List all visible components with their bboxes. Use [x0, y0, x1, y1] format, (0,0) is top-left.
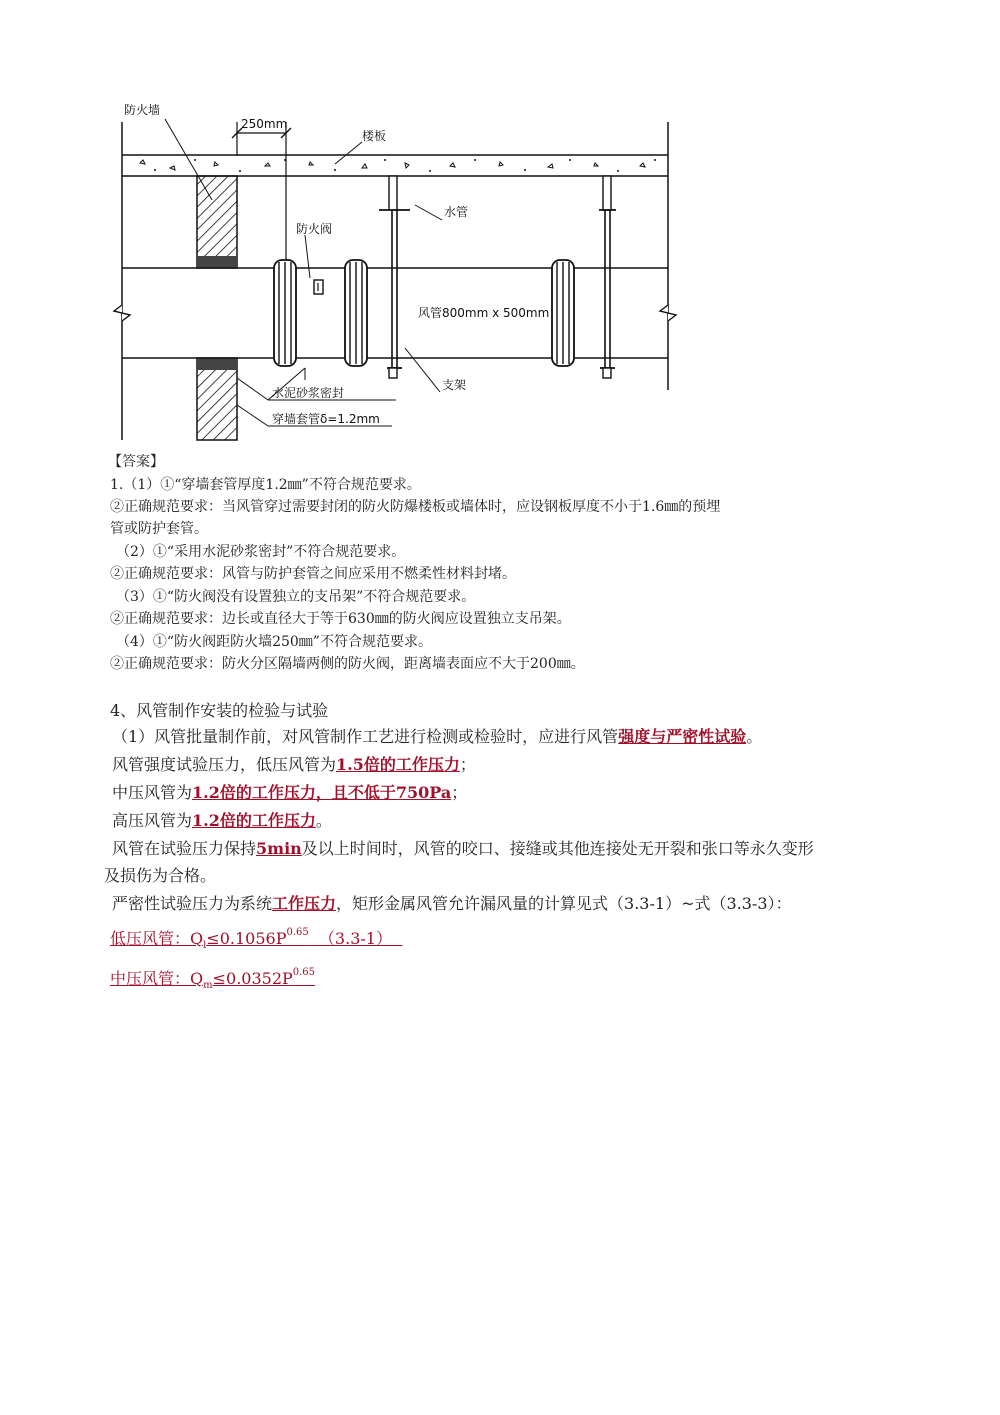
- label-support: 支架: [442, 378, 467, 392]
- label-wall-sleeve: 穿墙套管δ=1.2mm: [272, 412, 380, 426]
- label-fire-damper: 防火阀: [296, 222, 333, 236]
- paragraph-2: 风管强度试验压力，低压风管为1.5倍的工作压力；: [112, 755, 476, 774]
- highlight-low-pressure: 1.5倍的工作压力: [336, 755, 460, 774]
- section-heading: 4、风管制作安装的检验与试验: [110, 701, 329, 720]
- dimension-250mm: [232, 122, 291, 260]
- answer-line-3: 管或防护套管。: [110, 521, 208, 537]
- label-250mm: 250mm: [241, 117, 288, 131]
- highlight-working-pressure: 工作压力: [272, 894, 337, 913]
- fire-wall: [197, 176, 237, 440]
- paragraph-5: 风管在试验压力保持5min及以上时间时，风管的咬口、接缝或其他连接处无开裂和张口等永久变形: [112, 839, 814, 858]
- answer-line-9: ②正确规范要求：防火分区隔墙两侧的防火阀，距离墙表面应不大于200㎜。: [110, 656, 585, 672]
- label-fire-wall: 防火墙: [124, 103, 161, 117]
- answer-line-5: ②正确规范要求：风管与防护套管之间应采用不燃柔性材料封堵。: [110, 566, 516, 582]
- support-hangers: [379, 176, 616, 378]
- paragraph-1: （1）风管批量制作前，对风管制作工艺进行检测或检验时，应进行风管强度与严密性试验。: [112, 727, 763, 746]
- answer-line-1: 1.（1）①“穿墙套管厚度1.2㎜”不符合规范要求。: [110, 477, 421, 493]
- floor-slab: [122, 155, 668, 176]
- highlight-high-pressure: 1.2倍的工作压力: [192, 811, 316, 830]
- paragraph-4: 高压风管为1.2倍的工作压力。: [112, 811, 332, 830]
- answer-title: 【答案】: [108, 454, 164, 470]
- paragraph-6: 严密性试验压力为系统工作压力，矩形金属风管允许漏风量的计算见式（3.3-1）~式（3.3-3）：: [112, 894, 792, 913]
- label-floor-slab: 楼板: [362, 129, 387, 143]
- answer-line-8: （4）①“防火阀距防火墙250㎜”不符合规范要求。: [116, 634, 432, 650]
- highlight-medium-pressure: 1.2倍的工作压力，且不低于750Pa: [192, 783, 452, 802]
- paragraph-5-continued: 及损伤为合格。: [104, 866, 217, 885]
- label-duct-size: 风管800mm x 500mm: [418, 306, 550, 320]
- highlight-strength-tightness-test: 强度与严密性试验: [618, 727, 747, 746]
- answer-line-7: ②正确规范要求：边长或直径大于等于630㎜的防火阀应设置独立支吊架。: [110, 611, 571, 627]
- highlight-5min: 5min: [256, 839, 302, 858]
- air-duct: [114, 268, 676, 358]
- paragraph-3: 中压风管为1.2倍的工作压力，且不低于750Pa；: [112, 783, 468, 802]
- fire-damper-installation-diagram: [100, 100, 690, 450]
- answer-line-4: （2）①“采用水泥砂浆密封”不符合规范要求。: [116, 544, 406, 560]
- label-mortar-seal: 水泥砂浆密封: [272, 386, 345, 400]
- label-water-pipe: 水管: [444, 205, 469, 219]
- answer-line-2: ②正确规范要求：当风管穿过需要封闭的防火防爆楼板或墙体时，应设钢板厚度不小于1.6㎜的预埋: [110, 499, 721, 515]
- formula-medium-pressure: 中压风管：$Q_m\le 0.0352P^{0.65}$: [110, 967, 316, 991]
- formula-low-pressure: 低压风管：$Q_l\le 0.1056P^{0.65}$ （3.3-1）: [110, 927, 392, 951]
- answer-line-6: （3）①“防火阀没有设置独立的支吊架”不符合规范要求。: [116, 589, 476, 605]
